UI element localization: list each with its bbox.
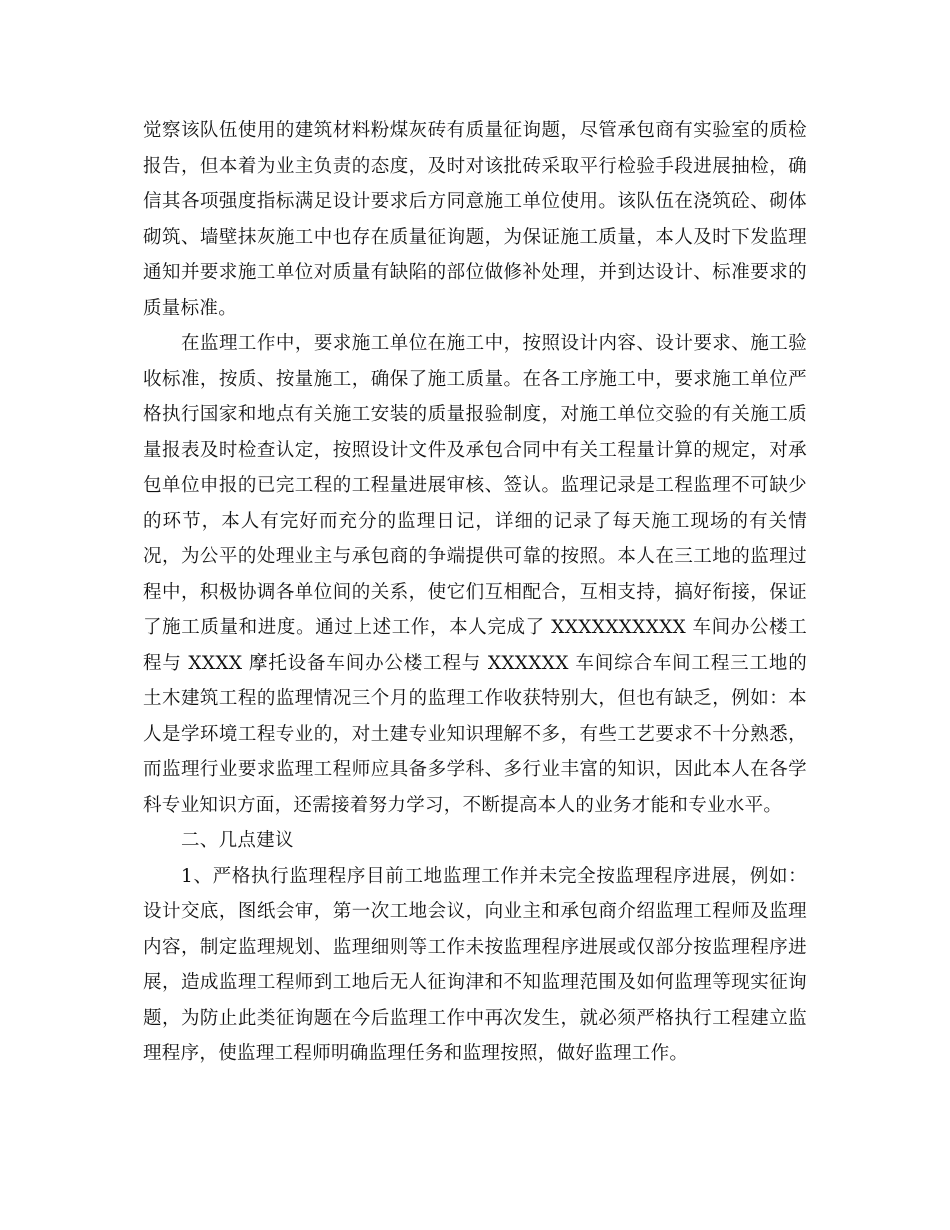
section-heading-suggestions: 二、几点建议 bbox=[181, 830, 294, 851]
paragraph-supervision-work: 在监理工作中，要求施工单位在施工中，按照设计内容、设计要求、施工验收标准，按质、按量施工，确保了施工质量。在各工序施工中，要求施工单位严格执行国家和地点有关施工安装的质量报验制度，对施工单位交验的有关施工质量报表及时检查认定，按照设计文件及承包合同中有关工程量计算的规定，对承包单位申报的已完工程的工程量进展审核、签认。监理记录是工程监理不可缺少的环节，本人有完好而充分的监理日记，详细的记录了每天施工现场的有关情况，为公平的处理业主与承包商的争端提供可靠的按照。本人在三工地的监理过程中，积极协调各单位间的关系，使它们互相配合，互相支持，搞好衔接，保证了施工质量和进度。通过上述工作，本人完成了 XXXXXXXXXX 车间办公楼工程与 XXXX 摩托设备车间办公楼工程与 XXXXXX 车间综合车间工程三工地的土木建筑工程的监理情况三个月的监理工作收获特别大，但也有缺乏，例如：本人是学环境工程专业的，对土建专业知识理解不多，有些工艺要求不十分熟悉，而监理行业要求监理工程师应具备多学科、多行业丰富的知识，因此本人在各学科专业知识方面，还需接着努力学习，不断提高本人的业务才能和专业水平。 bbox=[143, 333, 807, 816]
paragraph-suggestion-1: 1、严格执行监理程序目前工地监理工作并未完全按监理程序进展，例如：设计交底，图纸会审，第一次工地会议，向业主和承包商介绍监理工程师及监理内容，制定监理规划、监理细则等工作未按监理程序进展或仅部分按监理程序进展，造成监理工程师到工地后无人征询津和不知监理范围及如何监理等现实征询题，为防止此类征询题在今后监理工作中再次发生，就必须严格执行工程建立监理程序，使监理工程师明确监理任务和监理按照，做好监理工作。 bbox=[143, 865, 807, 1064]
document-body bbox=[143, 113, 807, 1072]
paragraph-quality-inspection: 觉察该队伍使用的建筑材料粉煤灰砖有质量征询题，尽管承包商有实验室的质检报告，但本着为业主负责的态度，及时对该批砖采取平行检验手段进展抽检，确信其各项强度指标满足设计要求后方同意施工单位使用。该队伍在浇筑砼、砌体砌筑、墙壁抹灰施工中也存在质量征询题，为保证施工质量，本人及时下发监理通知并要求施工单位对质量有缺陷的部位做修补处理，并到达设计、标准要求的质量标准。 bbox=[143, 120, 807, 319]
